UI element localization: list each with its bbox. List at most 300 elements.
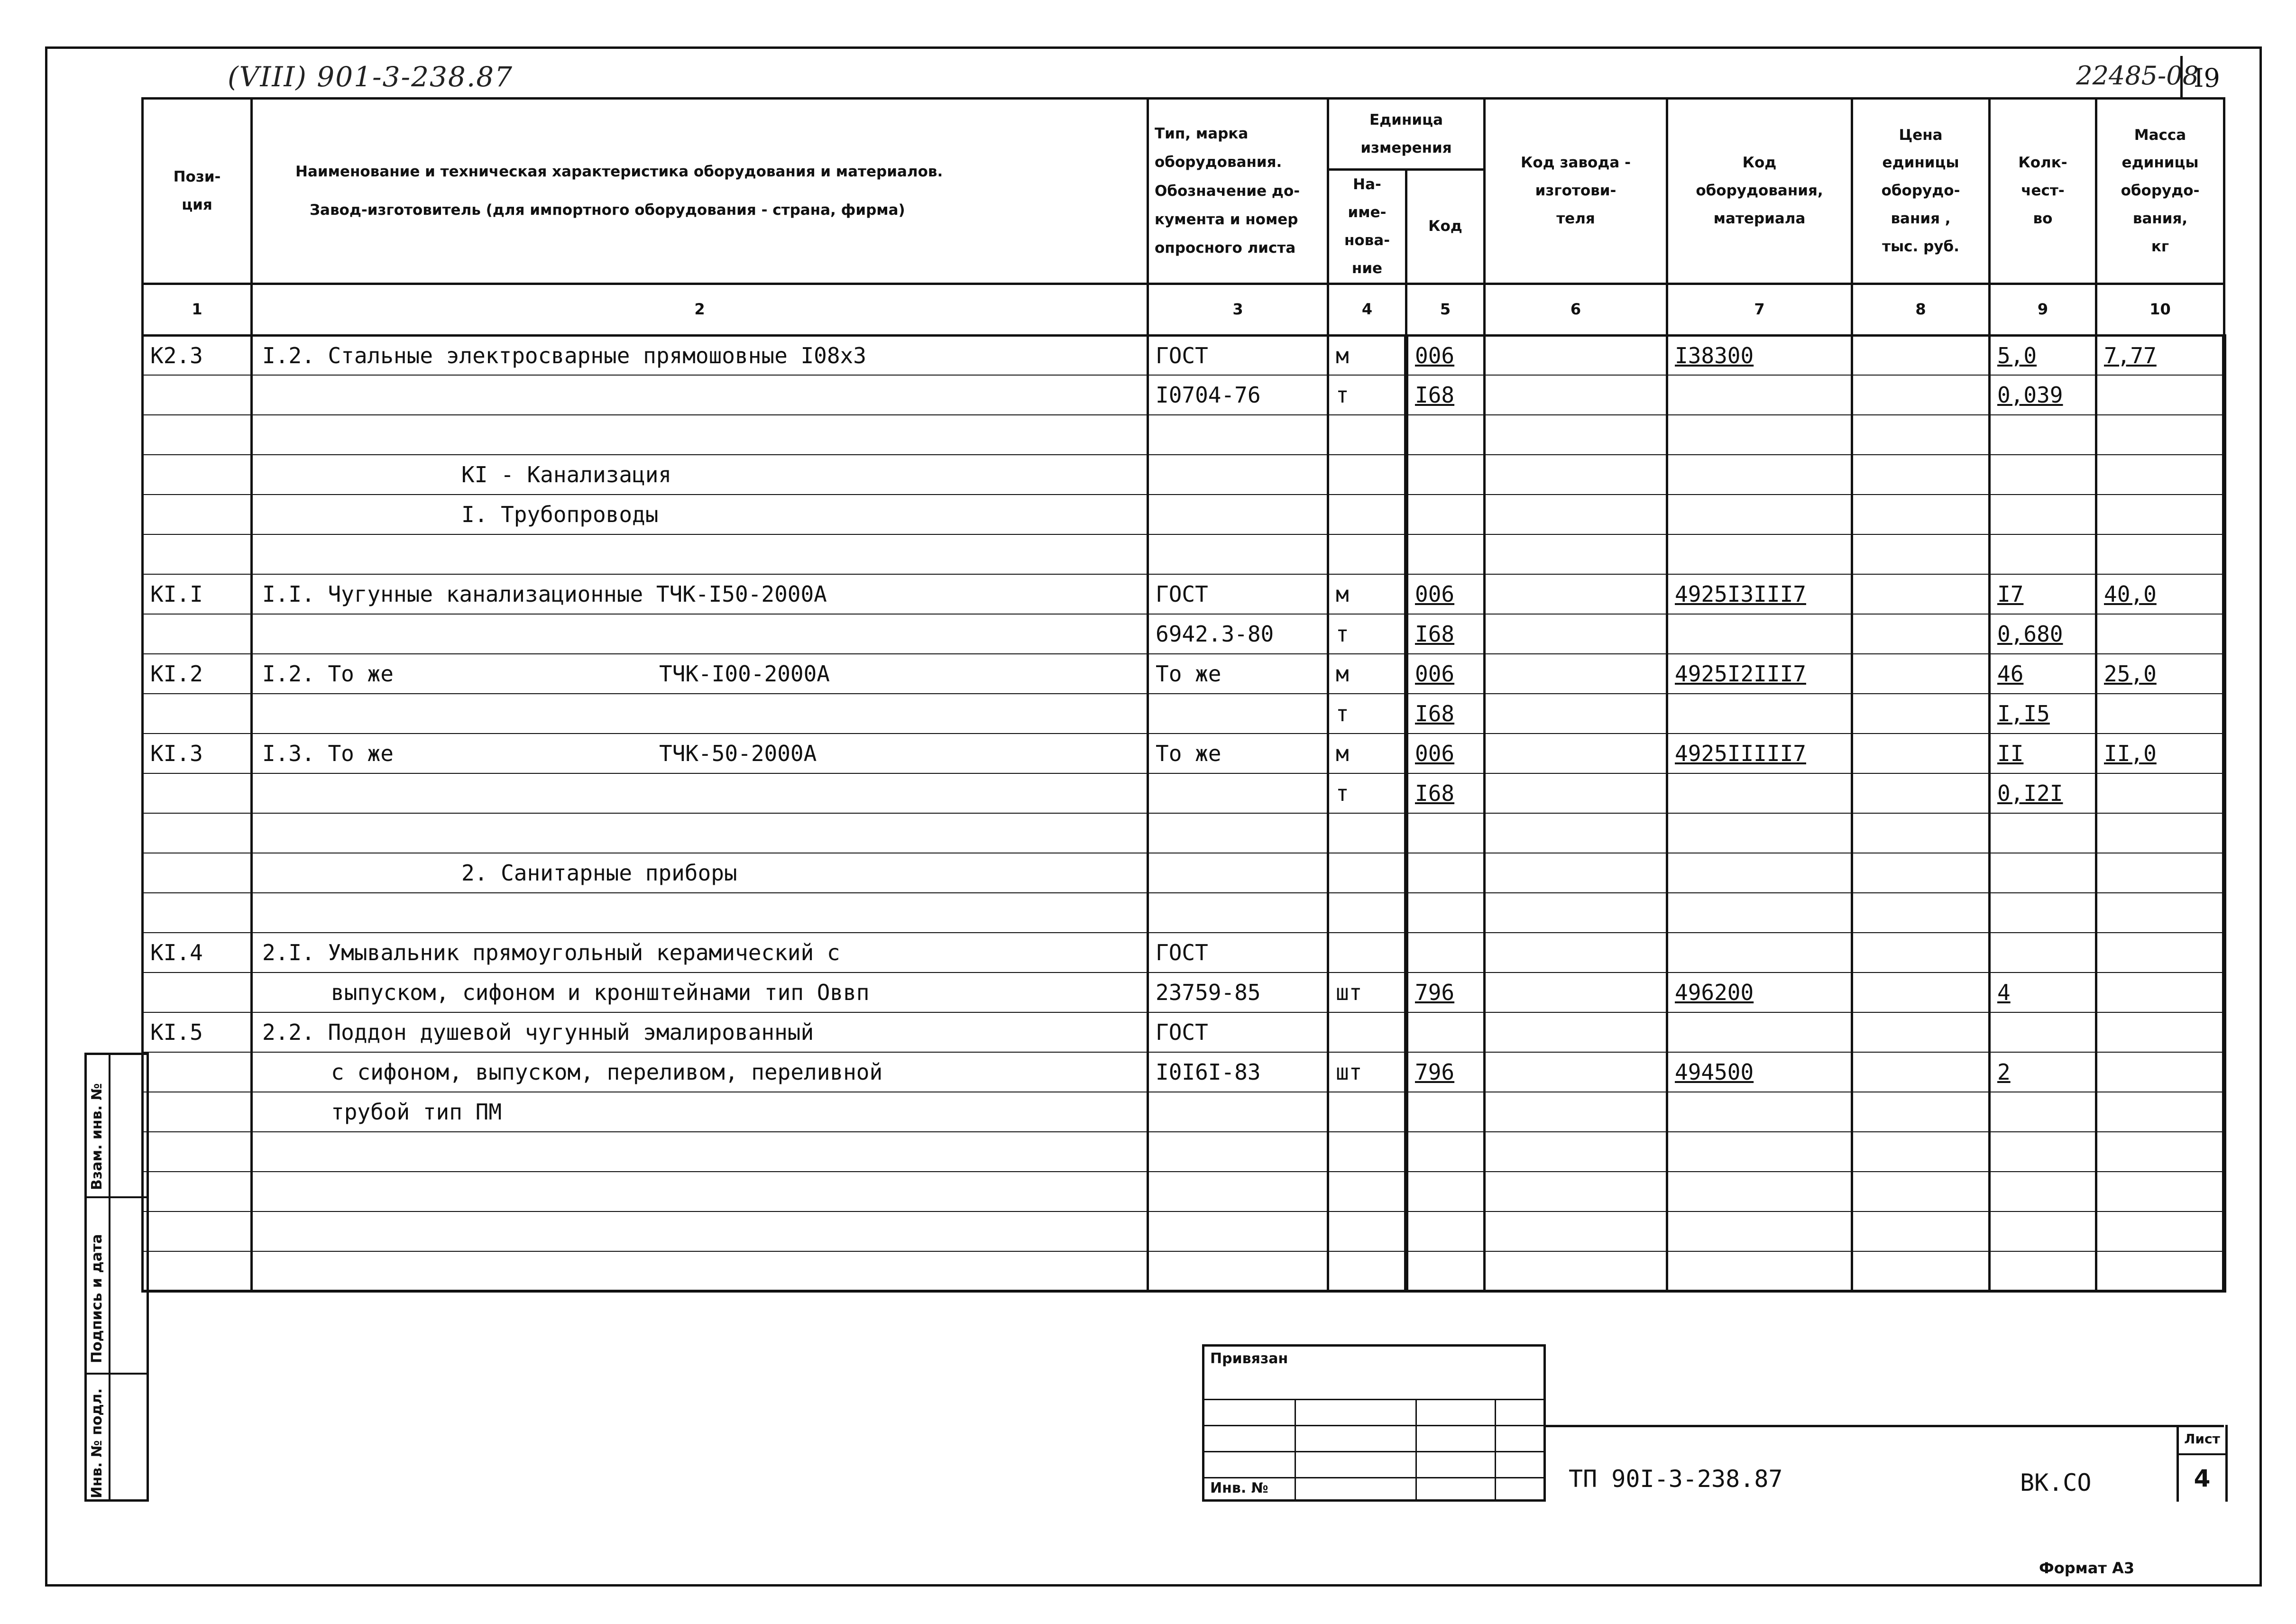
cell-code [1406, 1012, 1485, 1052]
cell-code: 006 [1406, 654, 1485, 694]
item-name: I. Трубопроводы [461, 502, 659, 528]
binding-divider [1415, 1399, 1417, 1499]
cell-price [1852, 1251, 1990, 1291]
cell-doc [1148, 813, 1328, 853]
item-name: I.2. Стальные электросварные прямошовные I08x3 [262, 342, 866, 368]
cell-name [252, 694, 1148, 734]
cell-code [1406, 893, 1485, 933]
cell-code [1406, 1172, 1485, 1211]
item-name-type: ТЧК-I00-2000А [659, 661, 830, 687]
cell-price [1852, 495, 1990, 534]
cell-mass [2096, 773, 2224, 813]
item-name: трубой тип ПМ [331, 1099, 502, 1125]
cell-mass [2096, 1012, 2224, 1052]
side-label-inv-podl: Инв. № подл. [89, 1388, 105, 1498]
cell-code [1406, 933, 1485, 973]
header-equipment-code: Код оборудования, материала [1667, 99, 1852, 284]
header-type: Тип, марка оборудования. Обозначение до- кумента и номер опросного листа [1148, 99, 1328, 284]
cell-name [252, 534, 1148, 574]
cell-qty [1990, 534, 2096, 574]
cell-code [1406, 813, 1485, 853]
cell-qty [1990, 1012, 2096, 1052]
cell-qty [1990, 893, 2096, 933]
cell-name [252, 1092, 1148, 1132]
cell-qty: 0,039 [1990, 375, 2096, 415]
cell-mass: 7,77 [2096, 335, 2224, 375]
cell-unit [1328, 1211, 1406, 1251]
cell-name [252, 455, 1148, 495]
cell-code [1406, 1251, 1485, 1291]
column-number-1: 1 [143, 284, 252, 335]
cell-mass [2096, 1172, 2224, 1211]
cell-qty: I,I5 [1990, 694, 2096, 734]
binding-title: Привязан [1210, 1350, 1288, 1367]
cell-price [1852, 335, 1990, 375]
header-name-line1: Наименование и техническая характеристика оборудования и материалов. [295, 163, 943, 181]
cell-factory [1485, 614, 1667, 654]
column-number-10: 10 [2096, 284, 2224, 335]
cell-pos: КI.I [143, 574, 252, 614]
cell-mass [2096, 375, 2224, 415]
cell-qty: 4 [1990, 973, 2096, 1012]
cell-doc [1148, 1092, 1328, 1132]
cell-pos [143, 694, 252, 734]
cell-doc: То же [1148, 734, 1328, 773]
binding-line [1204, 1425, 1543, 1426]
cell-doc: I0704-76 [1148, 375, 1328, 415]
cell-mass: 25,0 [2096, 654, 2224, 694]
item-name: КI - Канализация [461, 462, 672, 488]
cell-name [252, 654, 1148, 694]
cell-pos [143, 813, 252, 853]
cell-mass [2096, 813, 2224, 853]
cell-equip [1667, 534, 1852, 574]
cell-unit [1328, 1172, 1406, 1211]
cell-pos [143, 375, 252, 415]
cell-equip [1667, 1211, 1852, 1251]
cell-code [1406, 534, 1485, 574]
cell-factory [1485, 335, 1667, 375]
specification-table [141, 97, 2226, 1293]
cell-qty [1990, 495, 2096, 534]
binding-line [1204, 1451, 1543, 1452]
item-name: I.I. Чугунные канализационные ТЧК-I50-2000А [262, 581, 827, 607]
cell-mass [2096, 495, 2224, 534]
cell-unit: шт [1328, 973, 1406, 1012]
binding-block [1202, 1344, 1546, 1502]
cell-name [252, 1172, 1148, 1211]
table-row [143, 853, 2224, 893]
cell-name [252, 574, 1148, 614]
column-number-9: 9 [1990, 284, 2096, 335]
cell-qty [1990, 1251, 2096, 1291]
cell-code: 796 [1406, 973, 1485, 1012]
cell-equip: 494500 [1667, 1052, 1852, 1092]
cell-qty [1990, 813, 2096, 853]
cell-unit: шт [1328, 1052, 1406, 1092]
cell-name [252, 1052, 1148, 1092]
cell-mass [2096, 534, 2224, 574]
cell-name [252, 734, 1148, 773]
cell-equip: 4925IIIII7 [1667, 734, 1852, 773]
cell-mass [2096, 933, 2224, 973]
table-row [143, 1012, 2224, 1052]
cell-pos [143, 1092, 252, 1132]
table-row [143, 1132, 2224, 1172]
cell-equip [1667, 694, 1852, 734]
cell-pos: КI.4 [143, 933, 252, 973]
document-code: ТП 90I-3-238.87 [1569, 1465, 1783, 1493]
cell-qty [1990, 853, 2096, 893]
cell-name [252, 1132, 1148, 1172]
cell-equip [1667, 614, 1852, 654]
table-row [143, 495, 2224, 534]
cell-price [1852, 654, 1990, 694]
binding-divider [1295, 1399, 1296, 1499]
cell-pos [143, 614, 252, 654]
cell-price [1852, 1132, 1990, 1172]
column-number-3: 3 [1148, 284, 1328, 335]
cell-price [1852, 1211, 1990, 1251]
cell-unit [1328, 1092, 1406, 1132]
cell-factory [1485, 1092, 1667, 1132]
cell-price [1852, 933, 1990, 973]
cell-doc: I0I6I-83 [1148, 1052, 1328, 1092]
header-name-line2: Завод-изготовитель (для импортного оборудования - страна, фирма) [310, 201, 905, 219]
cell-factory [1485, 1211, 1667, 1251]
cell-name [252, 495, 1148, 534]
table-row [143, 1092, 2224, 1132]
cell-doc [1148, 415, 1328, 455]
cell-code [1406, 495, 1485, 534]
cell-doc [1148, 1132, 1328, 1172]
table-row [143, 734, 2224, 773]
column-number-8: 8 [1852, 284, 1990, 335]
cell-price [1852, 893, 1990, 933]
cell-mass: 40,0 [2096, 574, 2224, 614]
binding-line [1204, 1399, 1543, 1400]
table-row [143, 614, 2224, 654]
cell-unit [1328, 495, 1406, 534]
cell-factory [1485, 773, 1667, 813]
cell-doc [1148, 455, 1328, 495]
item-name: I.3. То же [262, 741, 394, 767]
cell-name [252, 773, 1148, 813]
cell-mass [2096, 455, 2224, 495]
cell-unit: м [1328, 335, 1406, 375]
cell-doc: ГОСТ [1148, 335, 1328, 375]
cell-equip [1667, 1132, 1852, 1172]
cell-code: I68 [1406, 375, 1485, 415]
cell-factory [1485, 1251, 1667, 1291]
item-name-type: ТЧК-50-2000А [659, 741, 817, 767]
cell-code: I68 [1406, 773, 1485, 813]
cell-mass [2096, 853, 2224, 893]
side-label-vzam: Взам. инв. № [89, 1083, 105, 1190]
cell-doc: 23759-85 [1148, 973, 1328, 1012]
cell-price [1852, 813, 1990, 853]
cell-doc: ГОСТ [1148, 933, 1328, 973]
cell-factory [1485, 694, 1667, 734]
item-name: с сифоном, выпуском, переливом, переливной [331, 1059, 883, 1085]
table-row [143, 654, 2224, 694]
cell-equip [1667, 773, 1852, 813]
cell-pos [143, 1132, 252, 1172]
table-row [143, 813, 2224, 853]
cell-price [1852, 853, 1990, 893]
cell-mass [2096, 614, 2224, 654]
sheet-number: 4 [2194, 1465, 2211, 1492]
cell-code [1406, 415, 1485, 455]
cell-factory [1485, 455, 1667, 495]
cell-pos [143, 893, 252, 933]
cell-equip [1667, 375, 1852, 415]
cell-price [1852, 734, 1990, 773]
cell-code [1406, 853, 1485, 893]
cell-factory [1485, 1052, 1667, 1092]
sheet-label: Лист [2179, 1425, 2225, 1455]
cell-unit: м [1328, 574, 1406, 614]
cell-price [1852, 375, 1990, 415]
cell-unit [1328, 893, 1406, 933]
cell-factory [1485, 654, 1667, 694]
cell-unit [1328, 933, 1406, 973]
cell-doc: ГОСТ [1148, 574, 1328, 614]
table-row [143, 973, 2224, 1012]
cell-price [1852, 773, 1990, 813]
cell-factory [1485, 893, 1667, 933]
cell-unit [1328, 1251, 1406, 1291]
cell-name [252, 893, 1148, 933]
cell-qty [1990, 1211, 2096, 1251]
page-number: I9 [2180, 56, 2231, 100]
cell-qty: 0,680 [1990, 614, 2096, 654]
handwritten-archive-number: 22485-08 [2076, 61, 2199, 91]
cell-mass [2096, 415, 2224, 455]
table-row [143, 455, 2224, 495]
column-number-6: 6 [1485, 284, 1667, 335]
cell-doc [1148, 534, 1328, 574]
cell-code: I68 [1406, 614, 1485, 654]
cell-pos [143, 1172, 252, 1211]
cell-name [252, 335, 1148, 375]
header-unit-code: Код [1406, 170, 1485, 284]
cell-unit [1328, 534, 1406, 574]
cell-name [252, 933, 1148, 973]
cell-qty: 5,0 [1990, 335, 2096, 375]
cell-mass [2096, 893, 2224, 933]
cell-factory [1485, 574, 1667, 614]
cell-price [1852, 1052, 1990, 1092]
header-position: Пози- ция [143, 99, 252, 284]
cell-equip: 4925I3III7 [1667, 574, 1852, 614]
column-number-4: 4 [1328, 284, 1406, 335]
cell-equip [1667, 853, 1852, 893]
cell-equip [1667, 455, 1852, 495]
cell-pos [143, 534, 252, 574]
cell-equip [1667, 893, 1852, 933]
table-row [143, 415, 2224, 455]
cell-pos [143, 1211, 252, 1251]
cell-qty: 46 [1990, 654, 2096, 694]
cell-unit: м [1328, 734, 1406, 773]
cell-mass [2096, 1092, 2224, 1132]
cell-name [252, 853, 1148, 893]
cell-code: I68 [1406, 694, 1485, 734]
cell-qty [1990, 415, 2096, 455]
handwritten-project-number: (VIII) 901-3-238.87 [228, 61, 514, 93]
cell-unit [1328, 1132, 1406, 1172]
cell-name [252, 1012, 1148, 1052]
cell-factory [1485, 1132, 1667, 1172]
cell-unit: м [1328, 654, 1406, 694]
cell-mass [2096, 1052, 2224, 1092]
cell-equip: 496200 [1667, 973, 1852, 1012]
cell-equip [1667, 495, 1852, 534]
cell-qty: 0,I2I [1990, 773, 2096, 813]
header-factory-code: Код завода - изготови- теля [1485, 99, 1667, 284]
cell-name [252, 1251, 1148, 1291]
cell-price [1852, 1092, 1990, 1132]
cell-code: 006 [1406, 574, 1485, 614]
cell-mass [2096, 694, 2224, 734]
cell-factory [1485, 1172, 1667, 1211]
cell-equip [1667, 813, 1852, 853]
header-quantity: Колк- чест- во [1990, 99, 2096, 284]
cell-unit [1328, 853, 1406, 893]
header-name [252, 99, 1148, 284]
cell-factory [1485, 933, 1667, 973]
cell-equip [1667, 415, 1852, 455]
cell-factory [1485, 375, 1667, 415]
cell-code [1406, 1132, 1485, 1172]
cell-equip: 4925I2III7 [1667, 654, 1852, 694]
cell-name [252, 415, 1148, 455]
cell-pos: КI.2 [143, 654, 252, 694]
cell-mass: II,0 [2096, 734, 2224, 773]
cell-unit [1328, 415, 1406, 455]
cell-qty: 2 [1990, 1052, 2096, 1092]
cell-unit [1328, 1012, 1406, 1052]
header-mass: Масса единицы оборудо- вания, кг [2096, 99, 2224, 284]
item-name: 2. Санитарные приборы [461, 860, 737, 886]
cell-factory [1485, 973, 1667, 1012]
side-stamp [84, 1053, 149, 1502]
cell-unit: т [1328, 773, 1406, 813]
cell-doc [1148, 1172, 1328, 1211]
cell-unit: т [1328, 614, 1406, 654]
cell-doc [1148, 694, 1328, 734]
cell-qty [1990, 1132, 2096, 1172]
table-row [143, 335, 2224, 375]
cell-qty: I7 [1990, 574, 2096, 614]
item-name: I.2. То же [262, 661, 394, 687]
cell-equip [1667, 1092, 1852, 1132]
column-number-7: 7 [1667, 284, 1852, 335]
cell-equip [1667, 1251, 1852, 1291]
cell-price [1852, 415, 1990, 455]
cell-price [1852, 1012, 1990, 1052]
cell-qty [1990, 1092, 2096, 1132]
table-row [143, 933, 2224, 973]
binding-line [1204, 1477, 1543, 1478]
cell-code [1406, 1092, 1485, 1132]
cell-unit: т [1328, 375, 1406, 415]
cell-doc: 6942.3-80 [1148, 614, 1328, 654]
cell-price [1852, 973, 1990, 1012]
cell-equip [1667, 1172, 1852, 1211]
cell-pos [143, 973, 252, 1012]
cell-equip [1667, 1012, 1852, 1052]
binding-divider [1495, 1399, 1496, 1499]
cell-doc [1148, 773, 1328, 813]
cell-name [252, 614, 1148, 654]
cell-doc [1148, 893, 1328, 933]
title-stamp [1546, 1425, 2224, 1502]
item-name: 2.I. Умывальник прямоугольный керамический с [262, 940, 840, 966]
cell-qty [1990, 455, 2096, 495]
table-row [143, 694, 2224, 734]
cell-factory [1485, 813, 1667, 853]
inventory-number-label: Инв. № [1210, 1480, 1268, 1496]
cell-price [1852, 1172, 1990, 1211]
cell-pos: К2.3 [143, 335, 252, 375]
cell-unit [1328, 455, 1406, 495]
cell-doc [1148, 1251, 1328, 1291]
cell-price [1852, 614, 1990, 654]
cell-factory [1485, 734, 1667, 773]
cell-qty [1990, 933, 2096, 973]
cell-code: 796 [1406, 1052, 1485, 1092]
cell-equip: I38300 [1667, 335, 1852, 375]
cell-doc: То же [1148, 654, 1328, 694]
cell-name [252, 973, 1148, 1012]
table-row [143, 574, 2224, 614]
header-price: Цена единицы оборудо- вания , тыс. руб. [1852, 99, 1990, 284]
cell-qty: II [1990, 734, 2096, 773]
document-mark: ВК.СО [2020, 1469, 2092, 1496]
table-row [143, 1251, 2224, 1291]
item-name: 2.2. Поддон душевой чугунный эмалированный [262, 1019, 814, 1046]
table-row [143, 1172, 2224, 1211]
cell-pos [143, 455, 252, 495]
cell-pos [143, 495, 252, 534]
header-unit-name: На- име- нова- ние [1328, 170, 1406, 284]
cell-pos [143, 1251, 252, 1291]
header-unit-group: Единица измерения [1328, 99, 1485, 170]
cell-name [252, 1211, 1148, 1251]
cell-price [1852, 694, 1990, 734]
cell-price [1852, 574, 1990, 614]
cell-pos [143, 1052, 252, 1092]
cell-code [1406, 1211, 1485, 1251]
sheet-number-box [2177, 1425, 2228, 1502]
cell-factory [1485, 1012, 1667, 1052]
cell-pos [143, 853, 252, 893]
cell-mass [2096, 1211, 2224, 1251]
cell-code: 006 [1406, 734, 1485, 773]
cell-mass [2096, 1132, 2224, 1172]
table-row [143, 534, 2224, 574]
column-number-5: 5 [1406, 284, 1485, 335]
cell-code [1406, 455, 1485, 495]
cell-factory [1485, 534, 1667, 574]
cell-unit [1328, 813, 1406, 853]
cell-doc [1148, 495, 1328, 534]
cell-pos: КI.3 [143, 734, 252, 773]
cell-doc [1148, 1211, 1328, 1251]
cell-pos [143, 415, 252, 455]
